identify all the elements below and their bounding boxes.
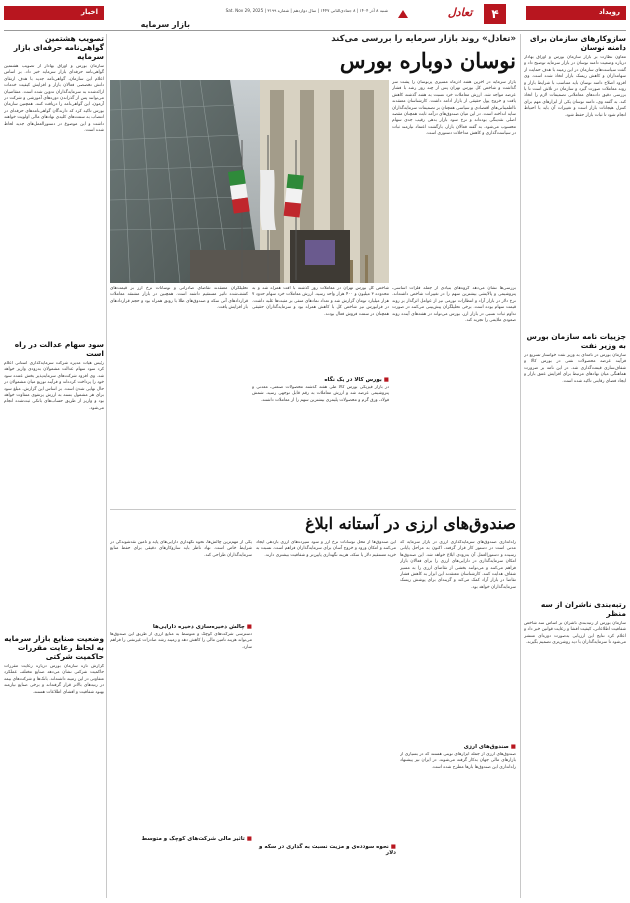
lead-subhead	[252, 377, 389, 383]
section-left-label: اخبار	[81, 8, 98, 16]
right-story-3-body: سازمان بورس از رتبه‌بندی ناشران بر اساس سه شاخص شفافیت اطلاعاتی، کیفیت افشا و رعایت قوانین خبر داد و اعلام کرد نتایج این ارزیابی به‌صورت دوره‌ای منتشر می‌شود تا سرمایه‌گذاران با دید روشن‌تری تصمیم بگیرند.	[524, 621, 626, 646]
lead-body-d-text: در بازار فیزیکی بورس کالا طی هفته گذشته محصولات صنعتی، معدنی و پتروشیمی عرضه شد و ارزش معاملات به رقم قابل توجهی رسید. شمش فولاد، ورق گرم و محصولات پلیمری بیشترین سهم را از معاملات داشتند.	[252, 385, 389, 403]
fx-body-c: این صندوق‌ها از محل نوسانات نرخ ارز و سود سپرده‌های ارزی بازدهی ایجاد می‌کنند و امکان ورود و خروج آسان برای سرمایه‌گذاران فراهم است. نسبت به خرید مستقیم دلار یا سکه، هزینه نگهداری پایین‌تر و شفافیت بیشتری دارند.	[256, 540, 396, 558]
lead-body-b	[392, 286, 516, 476]
lead-headline: نوسان دوباره بورس	[339, 48, 516, 73]
right-story-2-body: سازمان بورس در نامه‌ای به وزیر نفت خواستار تسریع در فرآیند عرضه محصولات نفتی در بورس کالا و شفاف‌سازی قیمت‌گذاری شد. در این نامه بر ضرورت هماهنگی میان نهادهای مرتبط برای افزایش عمق بازار و ایجاد فضای رقابتی تاکید شده است.	[524, 353, 626, 384]
fx-subhead-1	[400, 744, 516, 750]
left-story-1-body: سازمان بورس و اوراق بهادار از تصویب هشتمین گواهی‌نامه حرفه‌ای بازار سرمایه خبر داد. بر اساس اعلام این سازمان، گواهی‌نامه جدید با هدف ارتقای دانش تخصصی فعالان بازار و افزایش کیفیت خدمات ارائه‌شده به سرمایه‌گذاران تدوین شده است. متقاضیان می‌توانند پس از گذراندن دوره‌های آموزشی و شرکت در آزمون، این گواهی‌نامه را دریافت کنند. همچنین سازمان بورس تاکید کرد که دارندگان گواهی‌نامه‌های حرفه‌ای در انتصاب به سمت‌های کلیدی نهادهای مالی اولویت خواهند داشت و این موضوع در دستورالعمل‌های جدید لحاظ شده است.	[4, 64, 104, 134]
section-tab-left	[4, 6, 104, 20]
subhead-bullet-icon: ■	[510, 744, 516, 750]
subhead-bullet-icon: ■	[246, 836, 252, 842]
right-story-2-title: جزییات نامه سازمان بورس به وزیر نفت	[526, 332, 626, 350]
section-right-label: رویداد	[598, 8, 620, 16]
right-story-1-title: سازوکارهای سازمان برای دامنه نوسان	[529, 34, 626, 52]
fx-body-d: یکی از مهم‌ترین چالش‌ها، نحوه نگهداری دارایی‌های پایه و تامین نقدشوندگی در شرایط خاص است. نهاد ناظر باید سازوکارهای دقیقی برای حفظ منابع سرمایه‌گذاران طراحی کند.	[110, 540, 252, 558]
building-photo-icon	[110, 80, 389, 283]
lead-body-c	[252, 286, 389, 476]
header-divider	[4, 30, 626, 31]
section-title: بازار سرمایه	[140, 20, 190, 29]
page-number: ۴	[484, 4, 506, 24]
fx-subhead-2-text: نحوه سودده‌ی و مزیت نسبت به گذاری در سکه و دلار	[259, 844, 396, 856]
right-story-2	[524, 332, 626, 597]
lead-kicker: «تعادل» روند بازار سرمایه را بررسی می‌کند	[331, 34, 516, 44]
fx-col-1	[400, 540, 516, 896]
right-story-1	[524, 34, 626, 329]
subhead-bullet-icon: ■	[246, 624, 252, 630]
masthead	[0, 0, 630, 30]
lead-body-b-text: بررسی‌ها نشان می‌دهد گروه‌های بنیادی از جمله فلزات اساسی، پتروشیمی و پالایشی بیشترین سهم را در تغییرات شاخص داشته‌اند. نرخ دلار در بازار آزاد و انتظارات تورمی نیز از عوامل اثرگذار بر روند قیمت سهام بوده است. برخی تحلیلگران پیش‌بینی می‌کنند در صورت تداوم ثبات نسبی در بازار ارز، بورس می‌تواند در هفته‌های آینده روند صعودی ملایمی را تجربه کند.	[392, 286, 516, 324]
logo-triangle-icon	[398, 10, 408, 18]
date-line: شنبه ۸ آذر ۱۴۰۴ | ۸ جمادی‌الثانی ۱۴۴۷ | سال دوازدهم | شماره ۳۱۹۹ | Sat. Nov 29, 2025	[225, 8, 388, 13]
fx-body-b: صندوق‌های ارزی از جمله ابزارهای نوینی هستند که در بسیاری از بازارهای مالی جهان به‌کار گرفته می‌شوند. در ایران نیز پیشنهاد راه‌اندازی این صندوق‌ها بارها مطرح شده است.	[400, 752, 516, 770]
lead-body-c-text: شاخص کل بورس تهران در معاملات روز گذشته با افت همراه شد و به محدوده ۳ میلیون و ۴۰۰ هزار واحد رسید. ارزش معاملات خرد سهام حدود ۷ هزار میلیارد تومان گزارش شد و تعداد نمادهای منفی بر مثبت‌ها غلبه داشت. در فرابورس نیز شاخص کل با کاهش همراه بود و سرمایه‌گذاران حقیقی همچنان در سمت فروش فعال بودند.	[252, 286, 389, 317]
left-story-2	[4, 340, 104, 630]
left-story-3	[4, 634, 104, 896]
right-column-divider	[520, 34, 521, 898]
fx-col-2	[256, 540, 396, 896]
subhead-bullet-icon: ■	[383, 377, 389, 383]
fx-subhead-3-text: چالش ذخیره‌سازی ذخیره دارایی‌ها	[152, 624, 245, 630]
fx-subhead-1-text: صندوق‌های ارزی	[463, 744, 509, 750]
section-tab-right	[526, 6, 626, 20]
right-story-1-body: معاون نظارت بر بازار سازمان بورس و اوراق بهادار درباره وضعیت دامنه نوسان در بازار سرمایه توضیح داد و گفت سیاست‌های سازمان در این زمینه با هدف حمایت از سهامداران و کاهش ریسک بازار اتخاذ شده است. وی افزود اصلاح دامنه نوسان باید متناسب با شرایط بازار و روند معاملات صورت گیرد و سازمان در تلاش است تا با بررسی دقیق داده‌های معاملاتی تصمیمات لازم را اتخاذ کند. به گفته وی، دامنه نوسان یکی از ابزارهای مهم برای کنترل هیجانات بازار است و تغییرات آن باید با احتیاط انجام شود تا ثبات بازار حفظ شود.	[524, 55, 626, 118]
fx-body-e: دسترسی شرکت‌های کوچک و متوسط به منابع ارزی از طریق این صندوق‌ها می‌تواند هزینه تامین مالی را کاهش دهد و زمینه رشد صادرات غیرنفتی را فراهم سازد.	[110, 632, 252, 650]
left-story-2-title: سود سهام عدالت در راه است	[14, 340, 104, 358]
fx-subhead-2	[256, 844, 396, 856]
lead-photo	[110, 80, 389, 283]
left-story-1	[4, 34, 104, 334]
lead-subhead-text: بورس کالا در یک نگاه	[324, 377, 382, 383]
lead-body-e-text: تحلیلگران معتقدند تقاضای صادراتی و نوسانات نرخ ارز بر قیمت‌های کشف‌شده تاثیر مستقیم داشته است. همچنین در بازار مشتقه معاملات قراردادهای آتی سکه و صندوق‌های طلا با رونق همراه بود و حجم قراردادهای باز افزایش یافت.	[110, 286, 248, 311]
left-story-3-title: وضعیت صنایع بازار سرمایه به لحاظ رعایت مقررات حاکمیت شرکتی	[4, 634, 104, 661]
right-story-3-title: رتبه‌بندی ناشران از سه منظر	[540, 600, 626, 618]
fx-subhead-4-text: تاثیر مالی شرکت‌های کوچک و متوسط	[141, 836, 245, 842]
logo: تعادل	[447, 6, 473, 19]
subhead-bullet-icon: ■	[390, 844, 396, 850]
lead-body-a-text: بازار سرمایه در آخرین هفته آذرماه مسیری پرنوسان را پشت سر گذاشت و شاخص کل بورس تهران پس از چند روز رشد با فشار عرضه مواجه شد. ارزش معاملات خرد نسبت به هفته گذشته کاهش یافت و خروج پول حقیقی از بازار ادامه داشت. کارشناسان معتقدند نااطمینانی‌های اقتصادی و سیاسی همچنان بر تصمیمات سرمایه‌گذاران سایه انداخته است. در این میان صندوق‌های درآمد ثابت همچنان مقصد اصلی نقدینگی بوده‌اند و نرخ سود بازار بدهی رقیب جدی سهام محسوب می‌شود. به گفته فعالان بازار، بازگشت اعتماد نیازمند ثبات در سیاست‌گذاری و کاهش مداخلات دستوری است.	[392, 80, 516, 137]
lead-body-e	[110, 286, 248, 476]
fx-col-3	[110, 540, 252, 896]
fx-subhead-4	[110, 836, 252, 842]
left-story-3-body: گزارش تازه سازمان بورس درباره رعایت مقررات حاکمیت شرکتی نشان می‌دهد صنایع مختلف عملکرد متفاوتی در این زمینه داشته‌اند. بانک‌ها و شرکت‌های بیمه در رتبه‌های بالاتر قرار گرفته‌اند و برخی صنایع نیازمند بهبود شفافیت و افشای اطلاعات هستند.	[4, 664, 104, 695]
left-column-divider	[106, 34, 107, 898]
fx-body-a: راه‌اندازی صندوق‌های سرمایه‌گذاری ارزی در بازار سرمایه که مدتی است در دستور کار قرار گرفته، اکنون به مراحل پایانی رسیده و دستورالعمل آن به‌زودی ابلاغ خواهد شد. این صندوق‌ها امکان سرمایه‌گذاری در دارایی‌های ارزی را برای فعالان بازار فراهم می‌کنند و می‌توانند بخشی از تقاضای ارزی را به مسیر شفاف هدایت کنند. کارشناسان معتقدند این ابزار به کاهش فشار تقاضا در بازار آزاد کمک می‌کند و گزینه‌ای برای پوشش ریسک سرمایه‌گذاران خواهد بود.	[400, 540, 516, 590]
fx-subhead-3	[110, 624, 252, 630]
left-story-2-body: رئیس هیات مدیره شرکت سرمایه‌گذاری استانی اعلام کرد سود سهام عدالت مشمولان به‌زودی واریز خواهد شد. وی افزود شرکت‌های سرمایه‌پذیر بخش عمده سود خود را پرداخت کرده‌اند و فرآیند توزیع میان مشمولان در حال نهایی شدن است. بر اساس این گزارش، مبلغ سود برای هر مشمول بسته به ارزش پرتفوی متفاوت خواهد بود و واریز از طریق حساب‌های بانکی ثبت‌شده انجام می‌شود.	[4, 361, 104, 411]
lead-divider	[110, 509, 516, 510]
lead-body-a	[392, 80, 516, 283]
left-story-1-title: تصویب هشتمین گواهی‌نامه حرفه‌ای بازار سرمایه	[13, 34, 104, 61]
right-story-3	[524, 600, 626, 896]
fx-headline: صندوق‌های ارزی در آستانه ابلاغ	[305, 514, 516, 533]
